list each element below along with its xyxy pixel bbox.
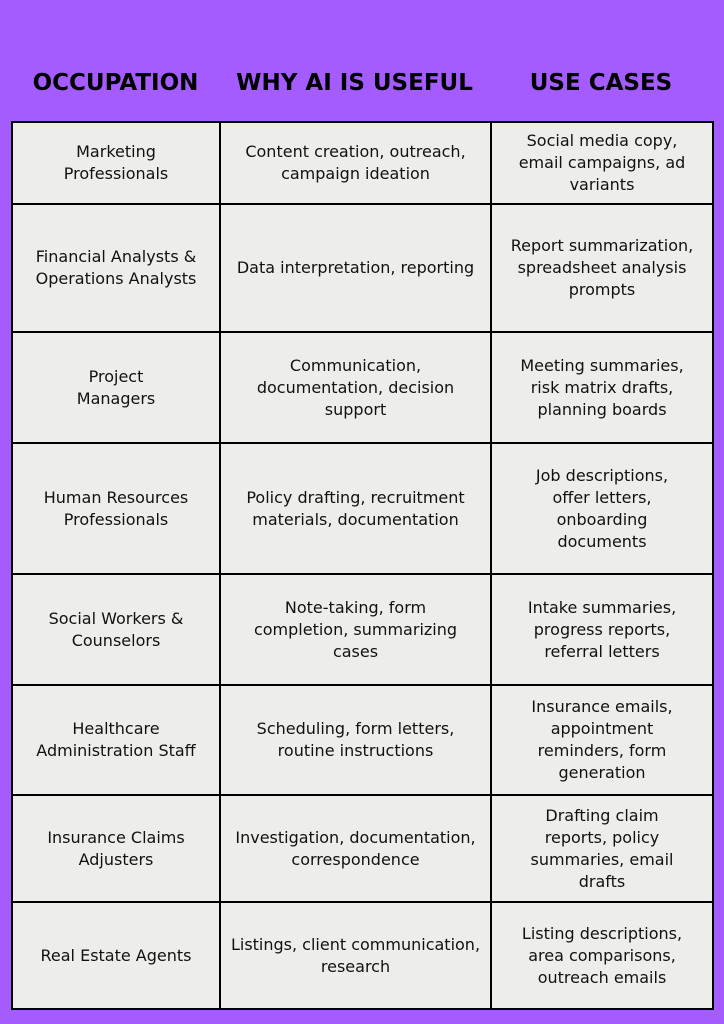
use-cases-cell: Insurance emails, appointment reminders, form generation	[491, 685, 713, 795]
use-cases-cell: Meeting summaries, risk matrix drafts, planning boards	[491, 332, 713, 443]
why-cell: Policy drafting, recruitment materials, documentation	[220, 443, 491, 574]
use-cases-cell: Intake summaries, progress reports, referral letters	[491, 574, 713, 685]
table-row	[12, 685, 713, 795]
occupation-cell: Real Estate Agents	[12, 902, 220, 1009]
use-cases-cell: Job descriptions, offer letters, onboarding documents	[491, 443, 713, 574]
table-row	[12, 204, 713, 332]
column-headers	[0, 70, 724, 104]
occupation-cell: Insurance Claims Adjusters	[12, 795, 220, 902]
why-cell: Listings, client communication, research	[220, 902, 491, 1009]
why-cell: Communication, documentation, decision support	[220, 332, 491, 443]
header-why-ai-is-useful: WHY AI IS USEFUL	[236, 70, 473, 96]
occupation-table	[11, 121, 714, 1010]
use-cases-cell: Report summarization, spreadsheet analysis prompts	[491, 204, 713, 332]
why-cell: Data interpretation, reporting	[220, 204, 491, 332]
why-cell: Scheduling, form letters, routine instructions	[220, 685, 491, 795]
occupation-cell: Project Managers	[12, 332, 220, 443]
table-row	[12, 443, 713, 574]
why-cell: Investigation, documentation, correspondence	[220, 795, 491, 902]
use-cases-cell: Drafting claim reports, policy summaries, email drafts	[491, 795, 713, 902]
why-cell: Note-taking, form completion, summarizing cases	[220, 574, 491, 685]
table-row	[12, 795, 713, 902]
occupation-cell: Marketing Professionals	[12, 122, 220, 204]
header-use-cases: USE CASES	[529, 70, 673, 96]
table-row	[12, 574, 713, 685]
occupation-cell: Healthcare Administration Staff	[12, 685, 220, 795]
header-occupation: OCCUPATION	[32, 70, 199, 96]
table-row	[12, 902, 713, 1009]
occupation-cell: Social Workers & Counselors	[12, 574, 220, 685]
table-row	[12, 332, 713, 443]
table-row	[12, 122, 713, 204]
occupation-cell: Financial Analysts & Operations Analysts	[12, 204, 220, 332]
use-cases-cell: Listing descriptions, area comparisons, outreach emails	[491, 902, 713, 1009]
occupation-cell: Human Resources Professionals	[12, 443, 220, 574]
use-cases-cell: Social media copy, email campaigns, ad variants	[491, 122, 713, 204]
why-cell: Content creation, outreach, campaign ideation	[220, 122, 491, 204]
